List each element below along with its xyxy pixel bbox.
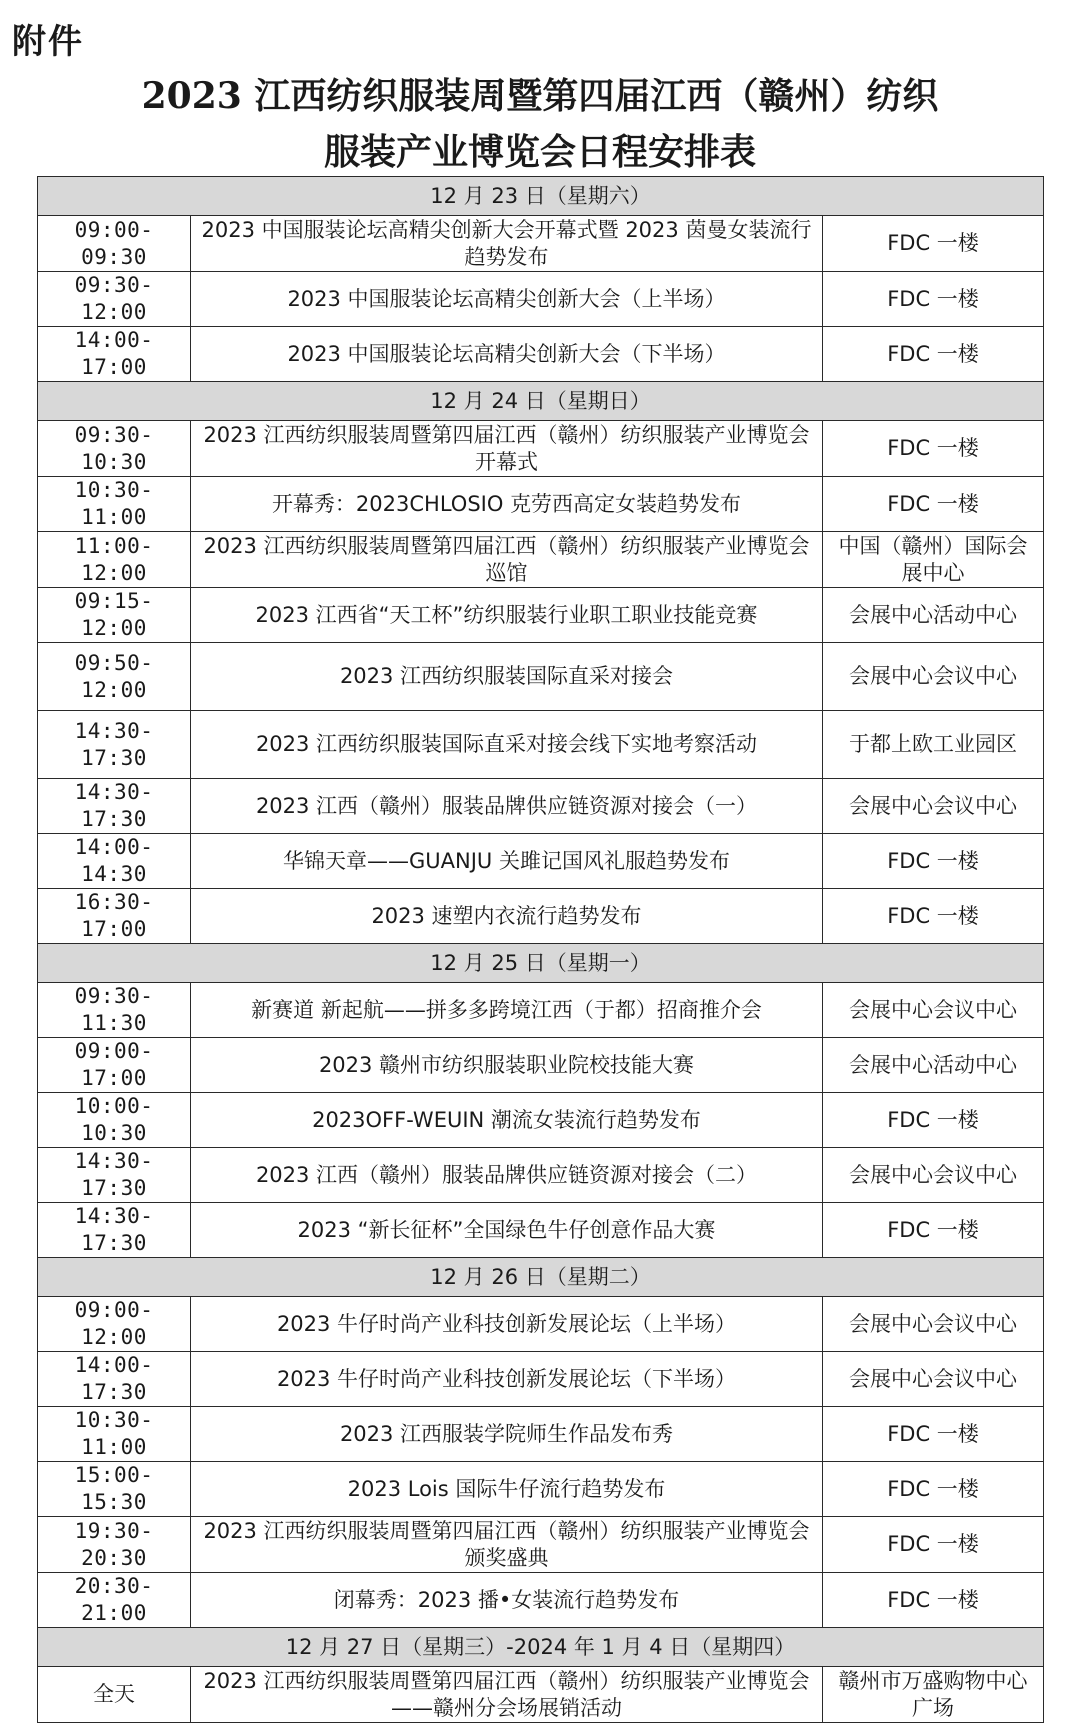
table-row [38, 1352, 1044, 1407]
day-date: 12 月 25 日（星期一） [38, 944, 1044, 983]
day-header-row [38, 944, 1044, 983]
event-cell: 2023 赣州市纺织服装职业院校技能大赛 [191, 1038, 823, 1093]
location-cell: FDC 一楼 [823, 327, 1044, 382]
location-cell: FDC 一楼 [823, 272, 1044, 327]
schedule-table [37, 176, 1044, 1723]
table-row [38, 1517, 1044, 1573]
attachment-label: 附件 [12, 22, 84, 62]
table-row [38, 327, 1044, 382]
location-cell: 会展中心会议中心 [823, 779, 1044, 834]
event-cell: 2023 江西（赣州）服装品牌供应链资源对接会（一） [191, 779, 823, 834]
day-header-row [38, 1628, 1044, 1667]
event-cell: 2023 江西纺织服装周暨第四届江西（赣州）纺织服装产业博览会颁奖盛典 [191, 1517, 823, 1573]
event-cell: 2023 Lois 国际牛仔流行趋势发布 [191, 1462, 823, 1517]
time-cell: 16:30-17:00 [38, 889, 191, 944]
location-cell: FDC 一楼 [823, 216, 1044, 272]
event-cell: 2023 中国服装论坛高精尖创新大会开幕式暨 2023 茵曼女装流行趋势发布 [191, 216, 823, 272]
table-row [38, 532, 1044, 588]
table-row [38, 1203, 1044, 1258]
day-date: 12 月 24 日（星期日） [38, 382, 1044, 421]
event-cell: 2023 江西纺织服装周暨第四届江西（赣州）纺织服装产业博览会巡馆 [191, 532, 823, 588]
event-cell: 2023 “新长征杯”全国绿色牛仔创意作品大赛 [191, 1203, 823, 1258]
location-cell: 会展中心会议中心 [823, 643, 1044, 711]
day-header-row [38, 382, 1044, 421]
time-cell: 10:30-11:00 [38, 477, 191, 532]
time-cell: 14:00-17:30 [38, 1352, 191, 1407]
table-row [38, 588, 1044, 643]
time-cell: 10:00-10:30 [38, 1093, 191, 1148]
time-cell: 14:30-17:30 [38, 711, 191, 779]
table-row [38, 216, 1044, 272]
time-cell: 全天 [38, 1667, 191, 1723]
table-row [38, 1667, 1044, 1723]
day-date: 12 月 27 日（星期三）-2024 年 1 月 4 日（星期四） [38, 1628, 1044, 1667]
time-cell: 09:50-12:00 [38, 643, 191, 711]
time-cell: 14:30-17:30 [38, 1203, 191, 1258]
event-cell: 2023 中国服装论坛高精尖创新大会（上半场） [191, 272, 823, 327]
table-row [38, 1148, 1044, 1203]
time-cell: 14:00-14:30 [38, 834, 191, 889]
location-cell: FDC 一楼 [823, 1407, 1044, 1462]
time-cell: 20:30-21:00 [38, 1573, 191, 1628]
table-row [38, 889, 1044, 944]
time-cell: 11:00-12:00 [38, 532, 191, 588]
time-cell: 09:00-12:00 [38, 1297, 191, 1352]
event-cell: 2023 江西服装学院师生作品发布秀 [191, 1407, 823, 1462]
location-cell: 赣州市万盛购物中心广场 [823, 1667, 1044, 1723]
location-cell: 会展中心活动中心 [823, 588, 1044, 643]
time-cell: 19:30-20:30 [38, 1517, 191, 1573]
event-cell: 新赛道 新起航——拼多多跨境江西（于都）招商推介会 [191, 983, 823, 1038]
page-title-line-2: 服装产业博览会日程安排表 [323, 131, 756, 173]
location-cell: FDC 一楼 [823, 1517, 1044, 1573]
table-row [38, 272, 1044, 327]
event-cell: 2023 牛仔时尚产业科技创新发展论坛（上半场） [191, 1297, 823, 1352]
location-cell: 会展中心会议中心 [823, 1352, 1044, 1407]
time-cell: 09:30-11:30 [38, 983, 191, 1038]
location-cell: 会展中心会议中心 [823, 1297, 1044, 1352]
event-cell: 开幕秀：2023CHLOSIO 克劳西高定女装趋势发布 [191, 477, 823, 532]
time-cell: 15:00-15:30 [38, 1462, 191, 1517]
location-cell: FDC 一楼 [823, 1203, 1044, 1258]
table-row [38, 477, 1044, 532]
time-cell: 09:00-17:00 [38, 1038, 191, 1093]
time-cell: 09:30-10:30 [38, 421, 191, 477]
day-date: 12 月 26 日（星期二） [38, 1258, 1044, 1297]
event-cell: 2023 江西省“天工杯”纺织服装行业职工职业技能竞赛 [191, 588, 823, 643]
event-cell: 2023 江西纺织服装周暨第四届江西（赣州）纺织服装产业博览会开幕式 [191, 421, 823, 477]
table-row [38, 779, 1044, 834]
table-row [38, 711, 1044, 779]
event-cell: 2023 速塑内衣流行趋势发布 [191, 889, 823, 944]
event-cell: 2023 江西（赣州）服装品牌供应链资源对接会（二） [191, 1148, 823, 1203]
location-cell: FDC 一楼 [823, 421, 1044, 477]
table-row [38, 1407, 1044, 1462]
location-cell: FDC 一楼 [823, 834, 1044, 889]
location-cell: 于都上欧工业园区 [823, 711, 1044, 779]
day-header-row [38, 177, 1044, 216]
event-cell: 华锦天章——GUANJU 关雎记国风礼服趋势发布 [191, 834, 823, 889]
event-cell: 2023 江西纺织服装国际直采对接会 [191, 643, 823, 711]
location-cell: 会展中心活动中心 [823, 1038, 1044, 1093]
day-header-row [38, 1258, 1044, 1297]
table-row [38, 1093, 1044, 1148]
location-cell: FDC 一楼 [823, 889, 1044, 944]
table-row [38, 1573, 1044, 1628]
event-cell: 2023 牛仔时尚产业科技创新发展论坛（下半场） [191, 1352, 823, 1407]
location-cell: FDC 一楼 [823, 1573, 1044, 1628]
table-row [38, 983, 1044, 1038]
event-cell: 2023 中国服装论坛高精尖创新大会（下半场） [191, 327, 823, 382]
time-cell: 10:30-11:00 [38, 1407, 191, 1462]
table-row [38, 834, 1044, 889]
location-cell: 会展中心会议中心 [823, 983, 1044, 1038]
location-cell: 会展中心会议中心 [823, 1148, 1044, 1203]
time-cell: 09:30-12:00 [38, 272, 191, 327]
location-cell: FDC 一楼 [823, 1462, 1044, 1517]
location-cell: FDC 一楼 [823, 1093, 1044, 1148]
table-row [38, 421, 1044, 477]
time-cell: 14:30-17:30 [38, 779, 191, 834]
table-row [38, 1038, 1044, 1093]
event-cell: 2023OFF-WEUIN 潮流女装流行趋势发布 [191, 1093, 823, 1148]
location-cell: FDC 一楼 [823, 477, 1044, 532]
time-cell: 14:30-17:30 [38, 1148, 191, 1203]
table-row [38, 643, 1044, 711]
event-cell: 闭幕秀：2023 播•女装流行趋势发布 [191, 1573, 823, 1628]
event-cell: 2023 江西纺织服装国际直采对接会线下实地考察活动 [191, 711, 823, 779]
table-row [38, 1297, 1044, 1352]
page-title-line-1: 2023 江西纺织服装周暨第四届江西（赣州）纺织 [141, 75, 939, 117]
location-cell: 中国（赣州）国际会展中心 [823, 532, 1044, 588]
event-cell: 2023 江西纺织服装周暨第四届江西（赣州）纺织服装产业博览会——赣州分会场展销活动 [191, 1667, 823, 1723]
time-cell: 09:00-09:30 [38, 216, 191, 272]
time-cell: 09:15-12:00 [38, 588, 191, 643]
table-row [38, 1462, 1044, 1517]
time-cell: 14:00-17:00 [38, 327, 191, 382]
day-date: 12 月 23 日（星期六） [38, 177, 1044, 216]
